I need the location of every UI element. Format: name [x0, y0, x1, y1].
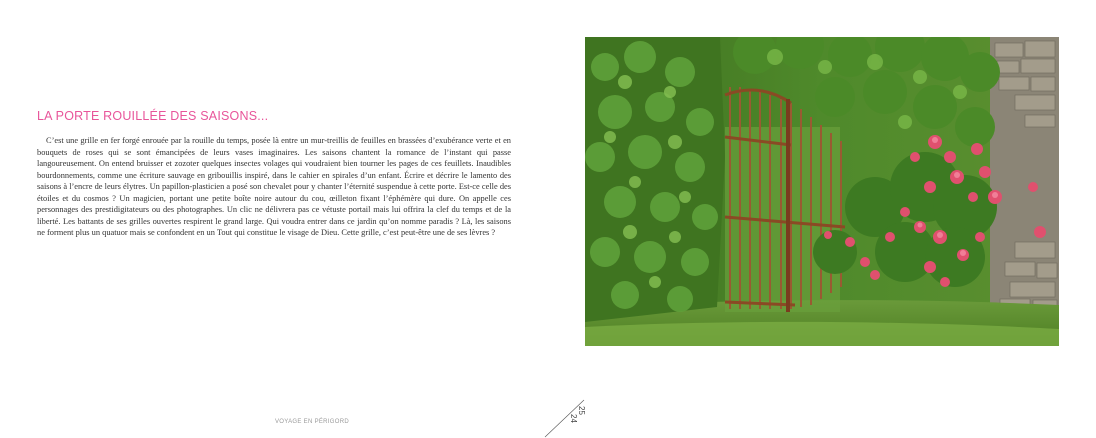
page-number-right: 25 [577, 406, 586, 415]
body-paragraph: C’est une grille en fer forgé enrouée par la rouille du temps, posée là entre un mur-treillis de feuilles en brassées d’exubérance verte et en bouquets de roses qui se sont émancipées de leurs vases imaginaires. Les saisons chantent la romance de l’instant qui passe langoureusement. On entend bruisser et zozoter quelques insectes volages qui voudraient bien tourner les pages de ces feuillets. Inaudibles bourdonnements, comme une écriture sauvage en gribouillis inspiré, dans le cahier en spirales d’un enfant. Écrire et décrire le lamento des saisons à l’encre de leurs élytres. Un papillon-plasticien a posé son chevalet pour y chanter l’éternité suspendue à cette porte. Est-ce celle des étoiles et du cosmos ? Un magicien, portant une petite boîte noire autour du cou, œilleton fixant l’éphémère qui dure. On appelle ces personnages des prestidigitateurs ou des photographes. Un clic ne délivrera pas ce vétuste portail mais lui offrira la clef du temps et de la liberté. Les battants de ses grilles ouvertes respirent le grand large. Qui voudra entrer dans ce jardin qu’on nomme paradis ? Là, les saisons ne forment plus un quatuor mais se confondent en un Tout qui constitue le visage de Dieu. Cette grille, c’est peut-être une de ses lèvres ? [37, 136, 511, 238]
section-title: LA PORTE ROUILLÉE DES SAISONS... [37, 109, 269, 123]
garden-gate-photo [585, 37, 1059, 346]
page-numbers [540, 396, 600, 438]
page-number-left: 24 [569, 414, 578, 423]
running-footer: VOYAGE EN PÉRIGORD [275, 419, 349, 425]
